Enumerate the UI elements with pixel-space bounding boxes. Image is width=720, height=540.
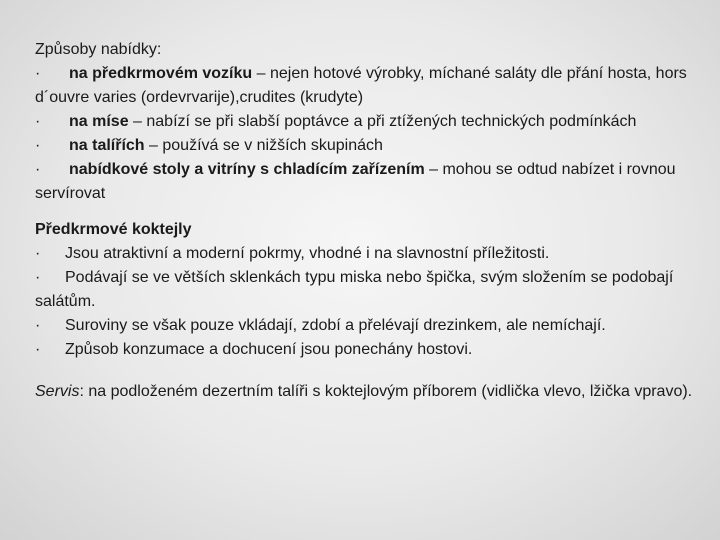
serving-methods-heading: Způsoby nabídky:: [35, 41, 162, 58]
list-item: [35, 338, 695, 362]
bullet-icon: ·: [35, 269, 41, 286]
bullet-icon: ·: [35, 317, 41, 334]
serving-methods-section: [35, 38, 695, 206]
cocktails-heading: [35, 218, 695, 242]
list-item-term: nabídkové stoly a vitríny s chladícím zařízením: [69, 161, 425, 178]
list-item-text: Suroviny se však pouze vkládají, zdobí a přelévají drezinkem, ale nemíchají.: [65, 317, 606, 334]
list-item: [35, 314, 695, 338]
bullet-icon: ·: [35, 65, 41, 82]
list-item-text: – mohou se odtud nabízet i rovnou servírovat: [35, 161, 676, 202]
list-item-text: Podávají se ve větších sklenkách typu miska nebo špička, svým složením se podobají salátům.: [35, 269, 674, 310]
service-label: Servis: [35, 383, 80, 400]
service-text: : na podloženém dezertním talíři s koktejlovým příborem (vidlička vlevo, lžička vpravo).: [79, 383, 693, 400]
list-item-text: – nejen hotové výrobky, míchané saláty dle přání hosta, hors d´ouvre varies (ordevrvarije),crudites (krudyte): [35, 65, 687, 106]
list-item: [35, 62, 695, 110]
slide-content: [35, 38, 695, 404]
list-item-text: – nabízí se při slabší poptávce a při ztížených technických podmínkách: [128, 113, 637, 130]
bullet-icon: ·: [35, 161, 41, 178]
bullet-icon: ·: [35, 113, 41, 130]
bullet-icon: ·: [35, 341, 41, 358]
list-item-term: na míse: [69, 113, 129, 130]
list-item: [35, 134, 695, 158]
list-item-text: Způsob konzumace a dochucení jsou ponechány hostovi.: [65, 341, 473, 358]
bullet-icon: ·: [35, 137, 41, 154]
list-item: [35, 158, 695, 206]
list-item: [35, 242, 695, 266]
cocktails-heading-text: Předkrmové koktejly: [35, 221, 192, 238]
service-section: [35, 380, 695, 404]
list-item: [35, 266, 695, 314]
list-item-term: na talířích: [69, 137, 145, 154]
list-item-term: na předkrmovém vozíku: [69, 65, 253, 82]
list-item-text: – používá se v nižších skupinách: [144, 137, 383, 154]
bullet-icon: ·: [35, 245, 41, 262]
list-item: [35, 110, 695, 134]
service-note: [35, 380, 695, 404]
list-item-text: Jsou atraktivní a moderní pokrmy, vhodné i na slavnostní příležitosti.: [65, 245, 550, 262]
cocktails-section: [35, 218, 695, 362]
